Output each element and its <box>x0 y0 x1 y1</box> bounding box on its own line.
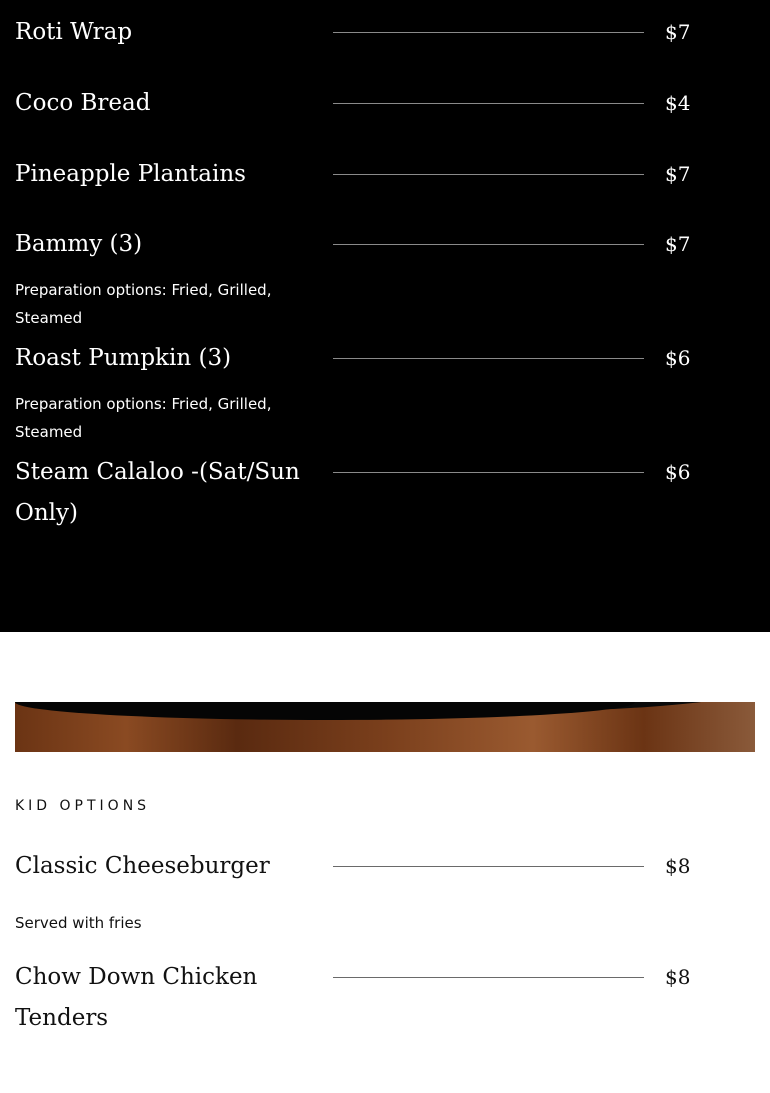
menu-item-price: $6 <box>665 460 691 484</box>
menu-item-classic-cheeseburger <box>15 846 755 887</box>
menu-item-roti-wrap <box>15 0 755 53</box>
leader-line <box>333 244 644 245</box>
menu-item-coco-bread <box>15 83 755 124</box>
menu-item-price: $4 <box>665 91 691 115</box>
leader-line <box>333 866 644 867</box>
menu-item-description: Preparation options: Fried, Grilled, Steamed <box>15 281 272 327</box>
menu-item-description: Preparation options: Fried, Grilled, Steamed <box>15 395 272 441</box>
menu-item-price: $7 <box>665 20 691 44</box>
menu-item-price: $8 <box>665 965 691 989</box>
menu-item-price: $8 <box>665 854 691 878</box>
menu-item-chicken-tenders <box>15 957 755 1039</box>
leader-line <box>333 103 644 104</box>
leader-line <box>333 472 644 473</box>
leader-line <box>333 977 644 978</box>
leader-line <box>333 32 644 33</box>
menu-item-name: Pineapple Plantains <box>15 161 246 187</box>
section-heading: KID OPTIONS <box>15 798 151 814</box>
menu-item-price: $7 <box>665 162 691 186</box>
plate <box>15 702 635 720</box>
menu-item-name: Roti Wrap <box>15 19 133 45</box>
menu-item-price: $7 <box>665 232 691 256</box>
menu-item-name: Bammy (3) <box>15 231 143 257</box>
menu-item-name: Coco Bread <box>15 90 151 116</box>
menu-item-roast-pumpkin <box>15 338 755 379</box>
menu-item-pineapple-plantains <box>15 154 755 195</box>
menu-item-price: $6 <box>665 346 691 370</box>
leader-line <box>333 358 644 359</box>
menu-item-name: Steam Calaloo -(Sat/Sun Only) <box>15 459 300 526</box>
menu-item-description: Served with fries <box>15 914 142 932</box>
menu-item-steam-calaloo <box>15 452 755 534</box>
menu-item-name: Chow Down Chicken Tenders <box>15 964 258 1031</box>
menu-item-name: Classic Cheeseburger <box>15 853 270 879</box>
kids-menu-section <box>0 702 770 1039</box>
leader-line <box>333 174 644 175</box>
food-photo <box>15 702 755 752</box>
menu-item-bammy <box>15 224 755 265</box>
menu-item-name: Roast Pumpkin (3) <box>15 345 232 371</box>
